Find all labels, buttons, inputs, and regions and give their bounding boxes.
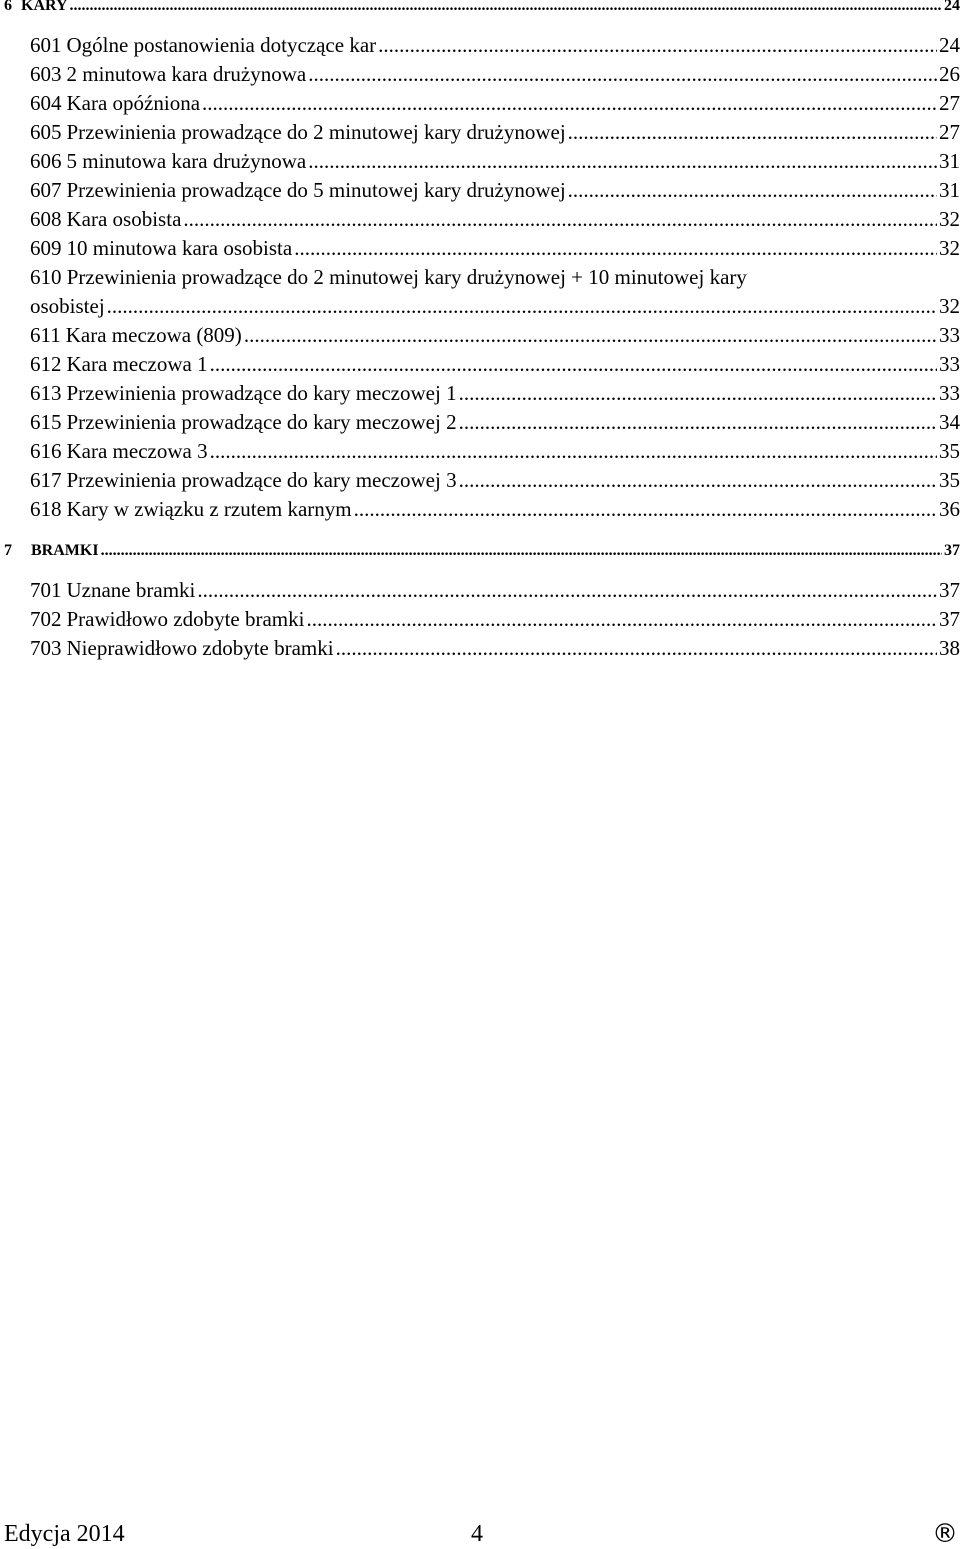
dot-leader [568, 176, 937, 205]
toc-number: 615 [30, 410, 62, 434]
toc-title-continuation: osobistej [30, 294, 105, 318]
toc-entry-618[interactable] [30, 495, 960, 524]
toc-number: 609 [30, 236, 62, 260]
toc-title: Kara meczowa (809) [65, 323, 242, 347]
toc-entry-609[interactable] [30, 234, 960, 263]
toc-number: 606 [30, 149, 62, 173]
toc-number: 607 [30, 178, 62, 202]
toc-title: Kara opóźniona [66, 91, 201, 115]
toc-entry-611[interactable] [30, 321, 960, 350]
toc-title: Uznane bramki [66, 578, 196, 602]
toc-title: Przewinienia prowadzące do 2 minutowej kary drużynowej [66, 120, 566, 144]
toc-title: Nieprawidłowo zdobyte bramki [66, 636, 334, 660]
toc-entry-703[interactable] [30, 634, 960, 663]
toc-page: 24 [939, 33, 960, 57]
toc-page: 34 [939, 410, 960, 434]
toc-number: 617 [30, 468, 62, 492]
toc-entry-606[interactable] [30, 147, 960, 176]
toc-number: 605 [30, 120, 62, 144]
toc-entry-608[interactable] [30, 205, 960, 234]
toc-entry-601[interactable] [30, 31, 960, 60]
dot-leader [210, 350, 937, 379]
dot-leader [568, 118, 937, 147]
toc-entry-610-line1[interactable] [30, 263, 747, 292]
toc-number: 703 [30, 636, 62, 660]
toc-page: 31 [939, 149, 960, 173]
toc-title: Ogólne postanowienia dotyczące kar [66, 33, 377, 57]
toc-number: 701 [30, 578, 62, 602]
toc-page: 33 [939, 323, 960, 347]
toc-chapter-6[interactable] [4, 0, 960, 17]
toc-page: 31 [939, 178, 960, 202]
toc-title: Prawidłowo zdobyte bramki [66, 607, 305, 631]
toc-title: Przewinienia prowadzące do 2 minutowej kary drużynowej + 10 minutowej kary [66, 265, 747, 289]
dot-leader [294, 234, 937, 263]
toc-entry-701[interactable] [30, 576, 960, 605]
toc-entry-605[interactable] [30, 118, 960, 147]
toc-page: 27 [939, 91, 960, 115]
toc-title: Przewinienia prowadzące do kary meczowej 1 [66, 381, 457, 405]
dot-leader [308, 60, 937, 89]
toc-entry-616[interactable] [30, 437, 960, 466]
toc-number: 612 [30, 352, 62, 376]
toc-title: 10 minutowa kara osobista [66, 236, 293, 260]
page-number: 4 [471, 1521, 483, 1547]
dot-leader [244, 321, 937, 350]
dot-leader [183, 205, 937, 234]
toc-number: 613 [30, 381, 62, 405]
toc-title: Przewinienia prowadzące do kary meczowej 2 [66, 410, 457, 434]
toc-number: 604 [30, 91, 62, 115]
toc-page: 35 [939, 468, 960, 492]
toc-title: Kary w związku z rzutem karnym [66, 497, 352, 521]
toc-page: 33 [939, 352, 960, 376]
dot-leader [459, 408, 937, 437]
dot-leader [101, 540, 942, 562]
dot-leader [202, 89, 937, 118]
toc-page: 37 [939, 607, 960, 631]
toc-number: 608 [30, 207, 62, 231]
toc-page: 38 [939, 636, 960, 660]
toc-page: 27 [939, 120, 960, 144]
toc-page: 26 [939, 62, 960, 86]
toc-number: 6 [4, 0, 12, 14]
dot-leader [378, 31, 937, 60]
toc-number: 610 [30, 265, 62, 289]
toc-title: KARY [21, 0, 68, 14]
toc-entry-607[interactable] [30, 176, 960, 205]
toc-entry-610-line2[interactable] [30, 292, 960, 321]
toc-entry-612[interactable] [30, 350, 960, 379]
toc-page: 33 [939, 381, 960, 405]
toc-number: 618 [30, 497, 62, 521]
dot-leader [306, 605, 937, 634]
toc-page: 32 [939, 236, 960, 260]
toc-title: 5 minutowa kara drużynowa [66, 149, 307, 173]
toc-title: Przewinienia prowadzące do kary meczowej 3 [66, 468, 457, 492]
toc-page: 36 [939, 497, 960, 521]
toc-entry-702[interactable] [30, 605, 960, 634]
toc-page: 35 [939, 439, 960, 463]
toc-title: BRAMKI [31, 542, 99, 559]
dot-leader [197, 576, 937, 605]
toc-page: 32 [939, 294, 960, 318]
page-footer [4, 1519, 960, 1549]
toc-page: 37 [939, 578, 960, 602]
toc-title: Kara meczowa 1 [66, 352, 208, 376]
dot-leader [308, 147, 937, 176]
toc-page: 32 [939, 207, 960, 231]
toc-title: Kara meczowa 3 [66, 439, 208, 463]
toc-number: 7 [4, 542, 12, 559]
toc-entry-604[interactable] [30, 89, 960, 118]
dot-leader [336, 634, 937, 663]
toc-number: 601 [30, 33, 62, 57]
toc-number: 616 [30, 439, 62, 463]
toc-title: Kara osobista [66, 207, 182, 231]
toc-chapter-7[interactable] [4, 540, 960, 562]
toc-title: 2 minutowa kara drużynowa [66, 62, 307, 86]
toc-title: Przewinienia prowadzące do 5 minutowej kary drużynowej [66, 178, 566, 202]
dot-leader [210, 437, 937, 466]
registered-mark-icon: ® [932, 1519, 958, 1549]
toc-number: 603 [30, 62, 62, 86]
dot-leader [70, 0, 942, 17]
toc-page: 24 [944, 0, 960, 14]
toc-number: 702 [30, 607, 62, 631]
dot-leader [354, 495, 937, 524]
toc-entry-617[interactable] [30, 466, 960, 495]
toc-entry-613[interactable] [30, 379, 960, 408]
toc-number: 611 [30, 323, 61, 347]
edition-label: Edycja 2014 [4, 1521, 125, 1547]
toc-entry-603[interactable] [30, 60, 960, 89]
dot-leader [459, 379, 937, 408]
toc-page: 37 [944, 542, 960, 559]
dot-leader [459, 466, 937, 495]
dot-leader [107, 292, 937, 321]
toc-entry-615[interactable] [30, 408, 960, 437]
